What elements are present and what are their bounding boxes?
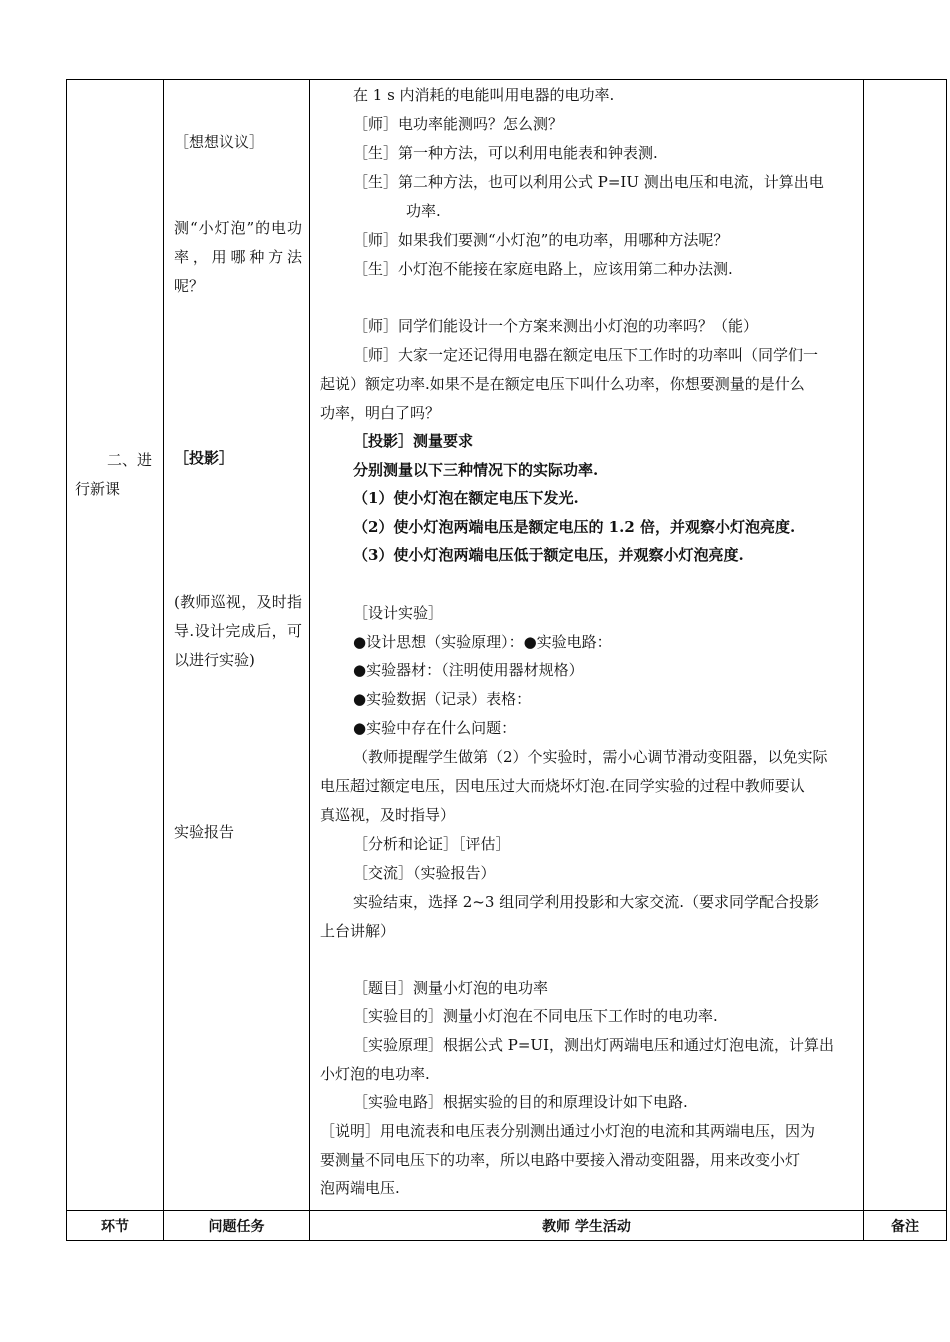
activity-line: 功率，明白了吗？ — [320, 404, 441, 422]
activity-line: 要测量不同电压下的功率，所以电路中要接入滑动变阻器，用来改变小灯 — [320, 1151, 801, 1169]
activity-line: 电压超过额定电压，因电压过大而烧坏灯泡.在同学实验的过程中教师要认 — [320, 777, 805, 795]
activity-line: ［生］小灯泡不能接在家庭电路上，应该用第二种办法测. — [353, 260, 733, 278]
activity-line: （教师提醒学生做第（2）个实验时，需小心调节滑动变阻器，以免实际 — [353, 748, 828, 766]
activity-line: ［师］同学们能设计一个方案来测出小灯泡的功率吗？（能） — [353, 317, 759, 335]
activity-line: ［师］电功率能测吗？怎么测？ — [353, 115, 564, 133]
activity-line: ［实验电路］根据实验的目的和原理设计如下电路. — [353, 1093, 688, 1111]
header-activity: 教师 学生活动 — [310, 1211, 864, 1241]
activity-line: 泡两端电压. — [320, 1179, 400, 1197]
activity-line: 小灯泡的电功率. — [320, 1065, 430, 1083]
activity-line: ［师］如果我们要测“小灯泡”的电功率，用哪种方法呢？ — [353, 231, 729, 249]
bullet-item: ●实验器材：（注明使用器材规格） — [353, 661, 584, 679]
activity-line: ［实验原理］根据公式 P=UI，测出灯两端电压和通过灯泡电流，计算出 — [353, 1036, 834, 1054]
bullet-item: ●实验中存在什么问题： — [353, 719, 517, 737]
activity-line: ［生］第一种方法，可以利用电能表和钟表测. — [353, 144, 658, 162]
activity-line: ［生］第二种方法，也可以利用公式 P=IU 测出电压和电流，计算出电 — [353, 173, 824, 191]
activity-line: ［说明］用电流表和电压表分别测出通过小灯泡的电流和其两端电压，因为 — [320, 1122, 816, 1140]
task-teacher-guidance: (教师巡视，及时指导.设计完成后，可以进行实验) — [174, 593, 302, 669]
activity-line: 功率. — [406, 202, 441, 220]
activity-line: ［实验目的］测量小灯泡在不同电压下工作时的电功率. — [353, 1007, 718, 1025]
task-projection: ［投影］ — [174, 449, 235, 467]
content-row — [67, 80, 947, 1211]
remarks-cell — [864, 80, 947, 1211]
header-task: 问题任务 — [164, 1211, 310, 1241]
header-remarks: 备注 — [864, 1211, 947, 1241]
projection-heading: ［投影］测量要求 — [353, 432, 474, 450]
activity-line: ［师］大家一定还记得用电器在额定电压下工作时的功率叫（同学们一 — [353, 346, 819, 364]
activity-line: ［交流］（实验报告） — [353, 864, 496, 882]
activity-line: 真巡视，及时指导） — [320, 806, 456, 824]
task-report: 实验报告 — [174, 823, 235, 841]
activity-line: ［分析和论证］［评估］ — [353, 835, 511, 853]
activity-line: 上台讲解） — [320, 922, 396, 940]
activity-line: ［设计实验］ — [353, 604, 444, 622]
lesson-plan-table — [66, 79, 947, 1241]
measurement-item: （3）使小灯泡两端电压低于额定电压，并观察小灯泡亮度. — [353, 546, 744, 564]
measurement-item: （2）使小灯泡两端电压是额定电压的 1.2 倍，并观察小灯泡亮度. — [353, 518, 796, 536]
task-discuss: ［想想议议］ — [174, 133, 265, 151]
header-section: 环节 — [67, 1211, 164, 1241]
measurement-item: （1）使小灯泡在额定电压下发光. — [353, 489, 579, 507]
activity-line: 起说）额定功率.如果不是在额定电压下叫什么功率，你想要测量的是什么 — [320, 375, 805, 393]
activity-cell — [310, 80, 864, 1211]
task-question: 测“小灯泡”的电功率，用哪种方法呢？ — [174, 219, 302, 295]
section-cell — [67, 80, 164, 1211]
task-cell — [164, 80, 310, 1211]
section-name: 二、进行新课 — [75, 451, 153, 498]
activity-line: ［题目］测量小灯泡的电功率 — [353, 979, 549, 997]
activity-line: 在 1 s 内消耗的电能叫用电器的电功率. — [353, 86, 615, 104]
header-row — [67, 1211, 947, 1241]
bullet-item: ●设计思想（实验原理）：●实验电路： — [353, 633, 612, 651]
bullet-item: ●实验数据（记录）表格： — [353, 690, 532, 708]
activity-line: 实验结束，选择 2~3 组同学利用投影和大家交流.（要求同学配合投影 — [353, 893, 819, 911]
measurement-intro: 分别测量以下三种情况下的实际功率. — [353, 461, 599, 479]
